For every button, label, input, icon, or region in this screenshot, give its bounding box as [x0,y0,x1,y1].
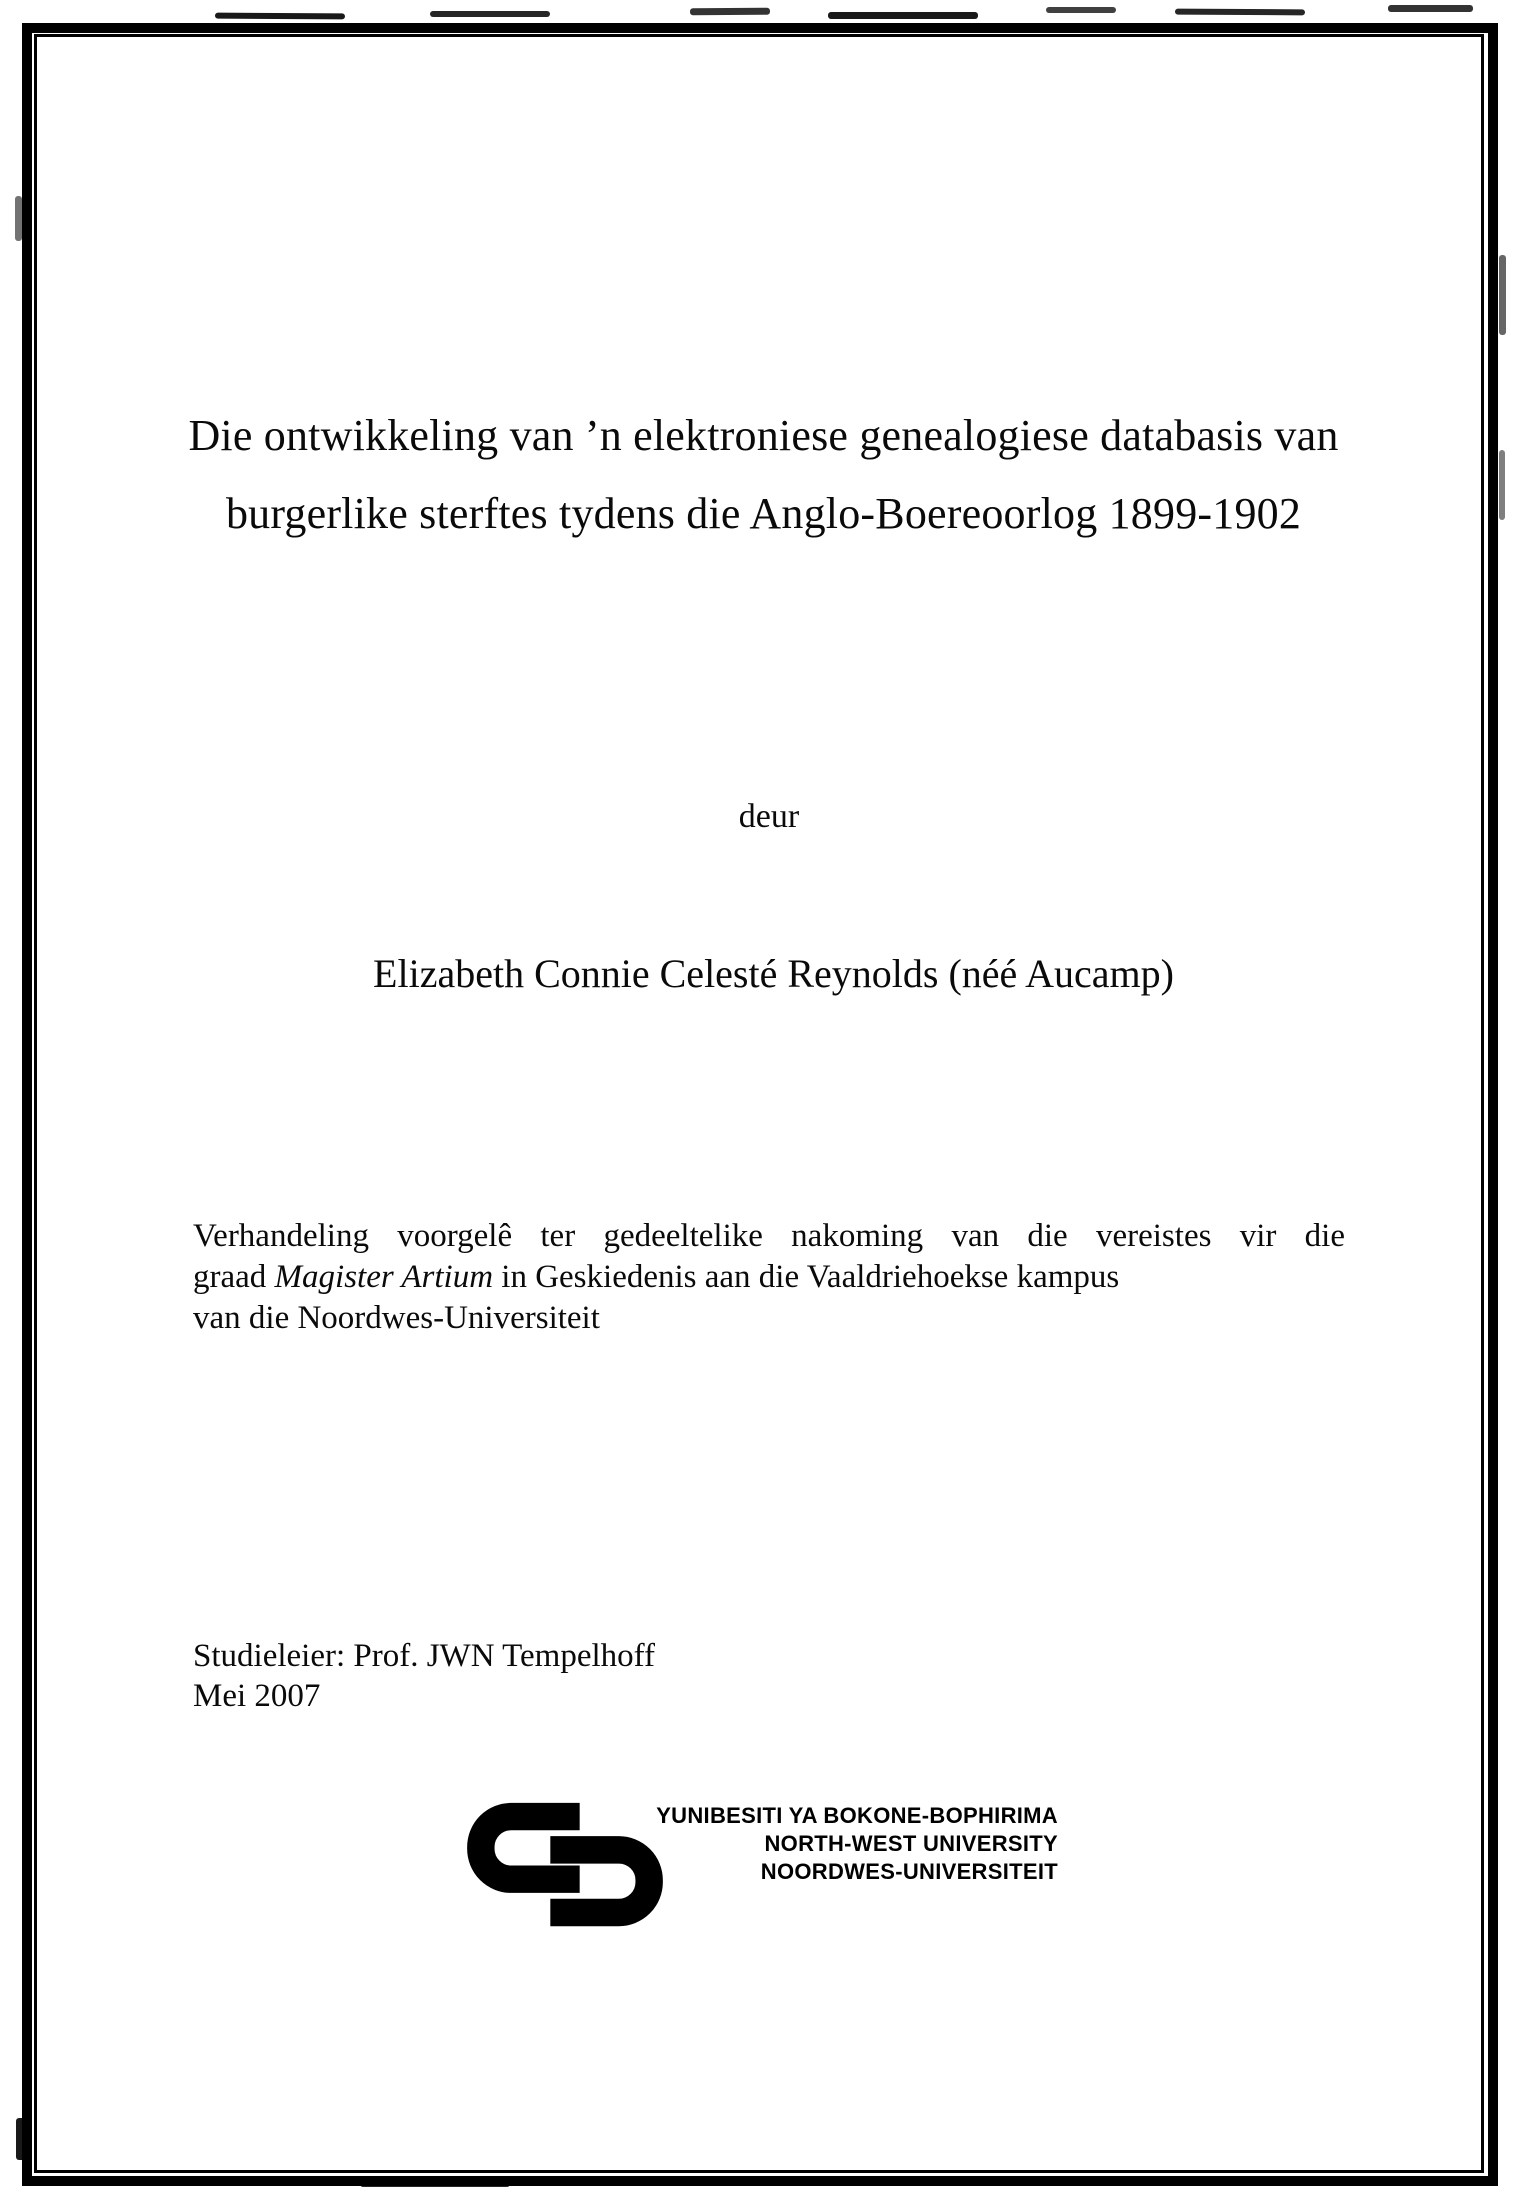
scan-artifact [15,196,22,241]
university-name-afrikaans: NOORDWES-UNIVERSITEIT [760,1859,1058,1884]
scan-artifact [828,12,978,19]
scan-artifact [1388,5,1473,12]
scan-artifact [1499,450,1505,520]
university-name-english: NORTH-WEST UNIVERSITY [764,1831,1058,1856]
scan-artifact [1175,9,1305,16]
scan-artifact [690,8,770,16]
degree-statement [193,1216,1345,1339]
thesis-title-line1: Die ontwikkeling van ’n elektroniese genealogiese databasis van [188,411,1339,460]
scan-artifact [1499,255,1506,335]
university-name-setswana: YUNIBESITI YA BOKONE-BOPHIRIMA [656,1803,1058,1828]
scan-artifact [1046,7,1116,13]
degree-statement-line1: Verhandeling voorgelê ter gedeeltelike nakoming van die vereistes vir die [193,1218,1345,1254]
degree-statement-line2-suffix: in Geskiedenis aan die Vaaldriehoekse kampus [493,1259,1120,1295]
scan-artifact [430,11,550,17]
supervisor-line: Studieleier: Prof. JWN Tempelhoff [193,1638,656,1674]
degree-statement-line2-prefix: graad [193,1259,275,1295]
date-line: Mei 2007 [193,1678,321,1714]
thesis-title [100,397,1427,553]
author-name: Elizabeth Connie Celesté Reynolds (néé Aucamp) [373,951,1174,996]
scan-artifact [215,13,345,20]
university-logo-text [508,1802,1058,1886]
byline-label: deur [738,798,800,835]
degree-statement-line3: van die Noordwes-Universiteit [193,1300,600,1336]
supervisor-block [193,1636,655,1716]
degree-statement-line2 [193,1257,1345,1298]
degree-name-italic: Magister Artium [274,1259,494,1295]
thesis-title-line2: burgerlike sterftes tydens die Anglo-Boereoorlog 1899-1902 [225,489,1302,538]
